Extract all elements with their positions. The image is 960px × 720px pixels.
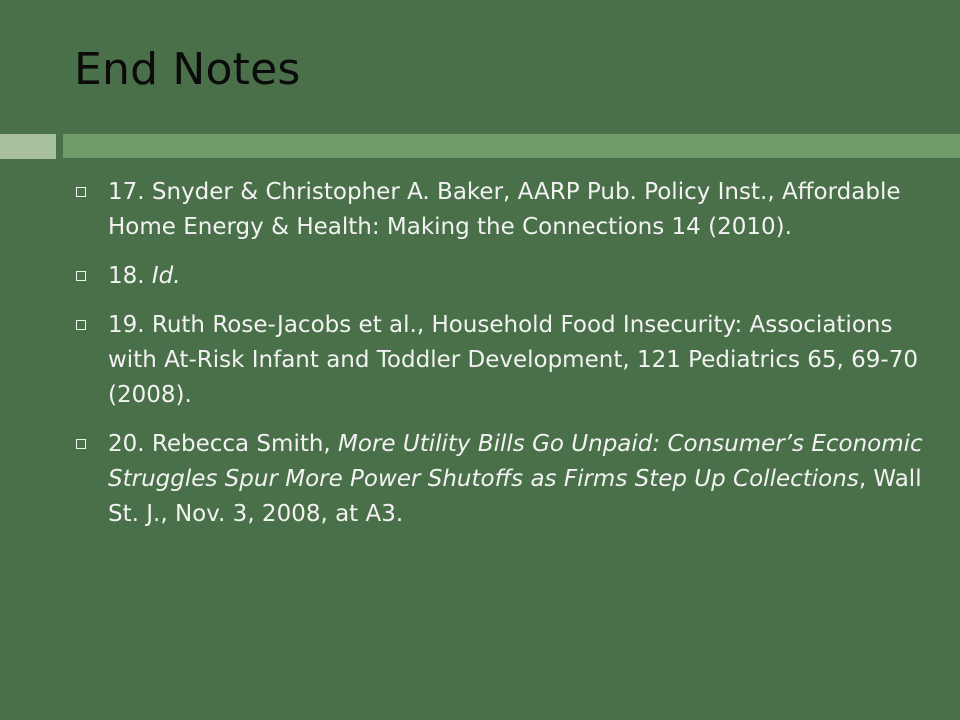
hollow-square-bullet-icon bbox=[76, 439, 86, 449]
slide-title: End Notes bbox=[74, 44, 301, 95]
endnote-17 bbox=[76, 175, 926, 245]
endnote-18-id: Id. bbox=[151, 263, 181, 289]
hollow-square-bullet-icon bbox=[76, 320, 86, 330]
endnote-17-text: 17. Snyder & Christopher A. Baker, AARP Pub. Policy Inst., Affordable Home Energy & Health: Making the Connections 14 (2010). bbox=[108, 179, 901, 240]
endnote-19-text: 19. Ruth Rose-Jacobs et al., Household Food Insecurity: Associations with At-Risk Infant and Toddler Development, 121 Pediatrics 65, 69-70 (2008). bbox=[108, 312, 918, 408]
endnote-20-prefix: 20. Rebecca Smith, bbox=[108, 431, 339, 457]
endnote-18 bbox=[76, 259, 926, 294]
endnote-20-suffix: , Wall St. J., Nov. 3, 2008, at A3. bbox=[108, 466, 922, 527]
title-rule-block bbox=[0, 134, 56, 159]
hollow-square-bullet-icon bbox=[76, 187, 86, 197]
endnotes-list bbox=[76, 175, 926, 546]
endnote-19 bbox=[76, 308, 926, 413]
title-rule-bar bbox=[63, 134, 960, 158]
endnote-20 bbox=[76, 427, 926, 532]
endnote-18-number: 18. bbox=[108, 263, 152, 289]
hollow-square-bullet-icon bbox=[76, 271, 86, 281]
endnote-20-article-title: More Utility Bills Go Unpaid: Consumer’s Economic Struggles Spur More Power Shutoffs as Firms Step Up Collections bbox=[108, 431, 923, 492]
